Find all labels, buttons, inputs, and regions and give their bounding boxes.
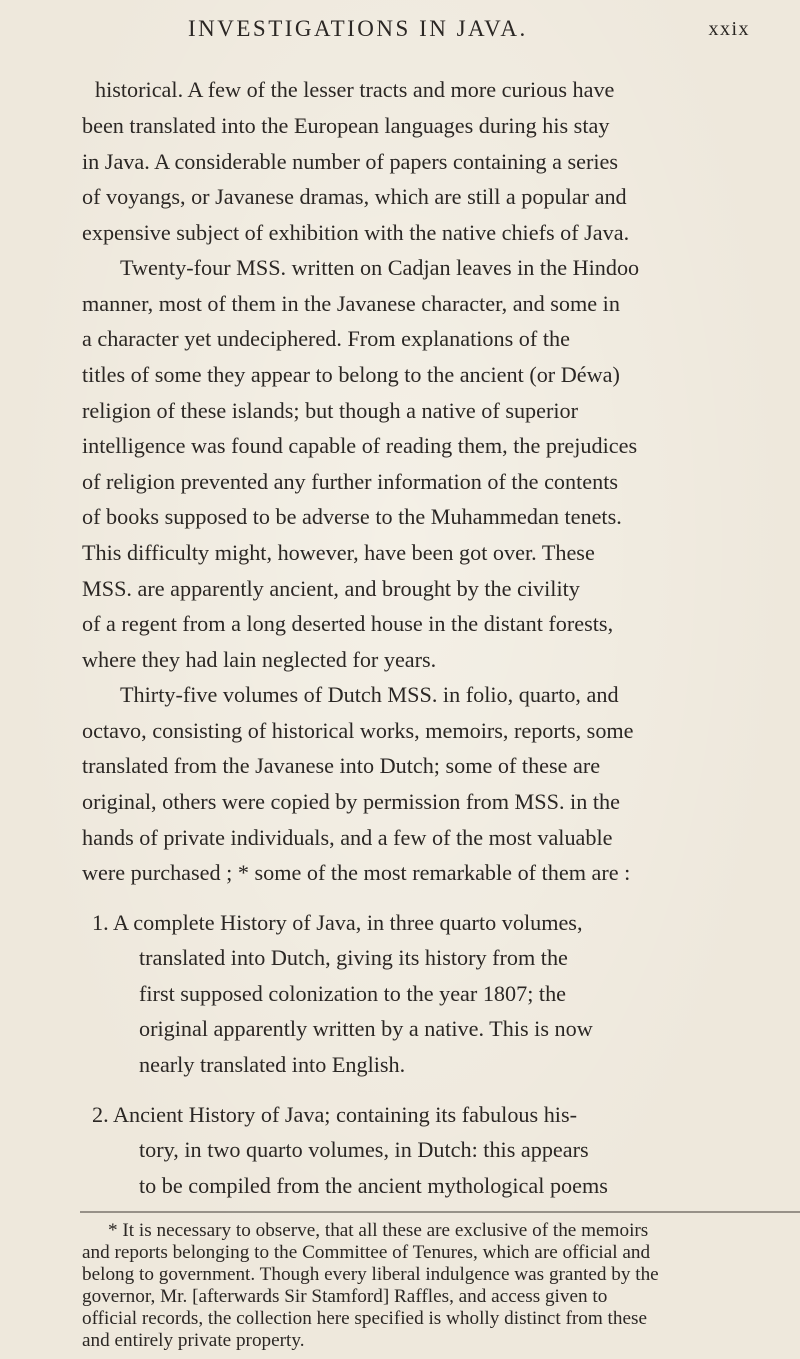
page-number: xxix [708, 18, 750, 40]
list-item-line: tory, in two quarto volumes, in Dutch: this appears [139, 1137, 589, 1162]
body-line: MSS. are apparently ancient, and brought by the civility [82, 576, 580, 601]
body-line: octavo, consisting of historical works, memoirs, reports, some [82, 718, 634, 743]
body-line: of religion prevented any further information of the contents [82, 469, 619, 494]
body-line: a character yet undeciphered. From explanations of the [82, 326, 570, 351]
list-item-line: 2. Ancient History of Java; containing its fabulous his- [92, 1102, 577, 1127]
body-line: hands of private individuals, and a few of the most valuable [82, 825, 613, 850]
body-line: of a regent from a long deserted house in the distant forests, [82, 611, 614, 636]
list-item-line: translated into Dutch, giving its history from the [139, 945, 568, 970]
footnote-line: governor, Mr. [afterwards Sir Stamford] Raffles, and access given to [82, 1286, 608, 1307]
body-line: manner, most of them in the Javanese character, and some in [82, 291, 620, 316]
body-line: where they had lain neglected for years. [82, 647, 437, 672]
body-line: original, others were copied by permission from MSS. in the [82, 789, 620, 814]
body-line: of voyangs, or Javanese dramas, which are still a popular and [82, 184, 627, 209]
list-item-line: nearly translated into English. [139, 1052, 406, 1077]
body-line: expensive subject of exhibition with the native chiefs of Java. [82, 220, 630, 245]
body-line: This difficulty might, however, have been got over. These [82, 540, 595, 565]
list-item-line: to be compiled from the ancient mythological poems [139, 1173, 608, 1198]
running-head [70, 16, 760, 46]
footnote-line: and entirely private property. [82, 1330, 305, 1351]
body-line: Twenty-four MSS. written on Cadjan leaves in the Hindoo [120, 255, 640, 280]
body-line: religion of these islands; but though a native of superior [82, 398, 579, 423]
body-line: translated from the Javanese into Dutch; some of these are [82, 753, 601, 778]
body-line: been translated into the European languages during his stay [82, 113, 610, 138]
footnote-line: belong to government. Though every liberal indulgence was granted by the [82, 1264, 659, 1285]
body-line: intelligence was found capable of reading them, the prejudices [82, 433, 638, 458]
body-line: in Java. A considerable number of papers containing a series [82, 149, 619, 174]
list-item-line: 1. A complete History of Java, in three quarto volumes, [92, 910, 583, 935]
body-line: of books supposed to be adverse to the Muhammedan tenets. [82, 504, 622, 529]
footnote-rule [80, 1211, 800, 1213]
footnote-line: official records, the collection here specified is wholly distinct from these [82, 1308, 647, 1329]
body-line: titles of some they appear to belong to the ancient (or Déwa) [82, 362, 620, 387]
body-line: were purchased ; * some of the most remarkable of them are : [82, 860, 631, 885]
body-line: Thirty-five volumes of Dutch MSS. in folio, quarto, and [120, 682, 619, 707]
footnote-line: and reports belonging to the Committee of Tenures, which are official and [82, 1242, 651, 1263]
list-item-line: original apparently written by a native. This is now [139, 1016, 593, 1041]
footnote-line: * It is necessary to observe, that all these are exclusive of the memoirs [108, 1220, 649, 1241]
list-item-line: first supposed colonization to the year 1807; the [139, 981, 567, 1006]
running-title: INVESTIGATIONS IN JAVA. [188, 16, 528, 41]
body-line: historical. A few of the lesser tracts and more curious have [95, 77, 615, 102]
